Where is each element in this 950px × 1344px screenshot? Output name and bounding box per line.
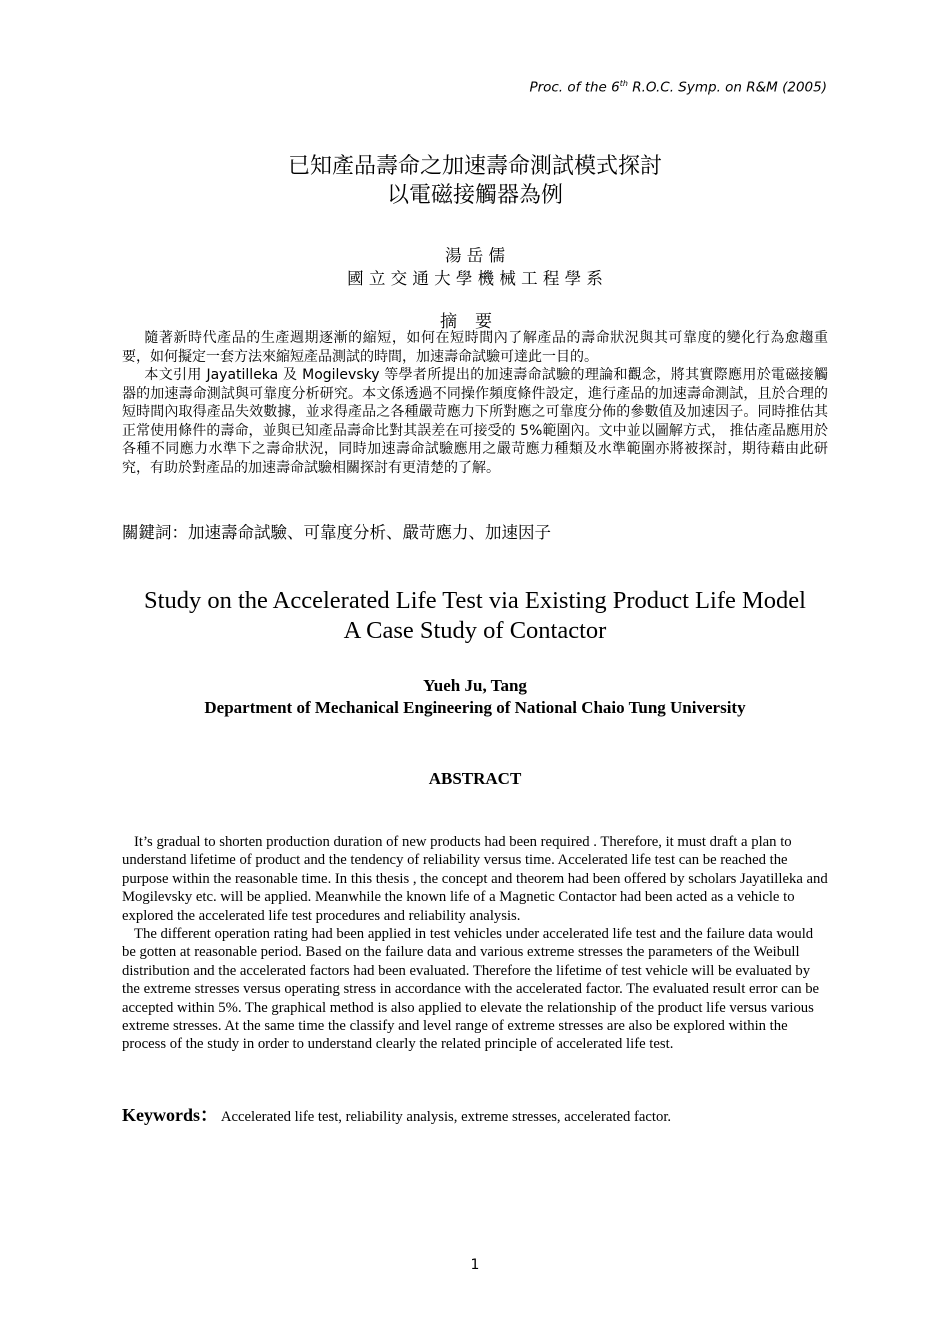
keywords-label: Keywords： <box>122 1105 218 1125</box>
english-abstract-paragraph-2: The different operation rating had been applied in test vehicles under accelerated life test and the failure data would be gotten at reasonable period. Based on the failure data and various extreme stresses the parameters of the Weibull distribution and the accelerated factors had been evaluated. Therefore the lifetime of test vehicle will be evaluated by the extreme stresses versus operating stress in accordance with the accelerated factor. The evaluated result error can be accepted within 5%. The graphical method is also applied to elevate the relationship of the product life versus various extreme stresses. At the same time the classify and level range of extreme stresses are also be explored within the process of the study in order to understand clearly the related principle of accelerated life test. <box>122 926 820 1053</box>
english-title-line-2: A Case Study of Contactor <box>343 617 607 644</box>
chinese-abstract-paragraph-1: 隨著新時代產品的生產週期逐漸的縮短，如何在短時間內了解產品的壽命狀況與其可靠度的變化行為愈趨重要，如何擬定一套方法來縮短產品測試的時間，加速壽命試驗可達此一目的。 <box>122 330 828 365</box>
chinese-abstract-paragraph-2: 本文引用 Jayatilleka 及 Mogilevsky 等學者所提出的加速壽命試驗的理論和觀念，將其實際應用於電磁接觸器的加速壽命測試與可靠度分析研究。本文係透過不同操作頻度條件設定，進行產品的加速壽命測試，且於合理的短時間內取得產品失效數據，並求得產品之各種嚴苛應力下所對應之可靠度分佈的參數值及加速因子。同時推估其正常使用條件的壽命，並與已知產品壽命比對其誤差在可接受的 5%範圍內。文中並以圖解方式， 推估產品應用於各種不同應力水準下之壽命狀況，同時加速壽命試驗應用之嚴苛應力種類及水準範圍亦將被探討，期待藉由此研究，有助於對產品的加速壽命試驗相關探討有更清楚的了解。 <box>122 367 828 476</box>
header-suffix: R.O.C. Symp. on R&M (2005) <box>627 79 827 96</box>
english-keywords <box>122 1101 671 1127</box>
header-superscript: th <box>619 79 628 88</box>
proceedings-header <box>529 79 827 96</box>
chinese-title <box>0 152 950 210</box>
english-title <box>0 586 950 646</box>
english-abstract-paragraph-1: It’s gradual to shorten production duration of new products had been required . Therefore, it must draft a plan to understand lifetime of product and the tendency of reliability versus time. Accelerated life test can be reached the purpose within the reasonable time. In this thesis , the concept and theorem had been offered by scholars Jayatilleka and Mogilevsky etc. will be applied. Meanwhile the known life of a Magnetic Contactor had been acted as a vehicle to explored the accelerated life test procedures and reliability analysis. <box>122 834 828 924</box>
chinese-affiliation: 國 立 交 通 大 學 機 械 工 程 學 系 <box>347 269 603 288</box>
chinese-abstract <box>122 329 828 477</box>
page-number: 1 <box>470 1257 480 1273</box>
chinese-abstract-heading: 摘要 <box>440 312 510 332</box>
english-affiliation: Department of Mechanical Engineering of National Chaio Tung University <box>204 698 746 717</box>
chinese-author: 湯 岳 儒 <box>445 246 505 265</box>
english-title-line-1: Study on the Accelerated Life Test via Existing Product Life Model <box>144 587 806 614</box>
chinese-keywords: 關鍵詞：加速壽命試驗、可靠度分析、嚴苛應力、加速因子 <box>122 523 551 542</box>
english-abstract <box>122 833 828 1054</box>
chinese-title-line-2: 以電磁接觸器為例 <box>386 183 563 208</box>
keywords-text: Accelerated life test, reliability analysis, extreme stresses, accelerated factor. <box>220 1109 672 1125</box>
chinese-title-line-1: 已知產品壽命之加速壽命測試模式探討 <box>287 154 662 179</box>
chinese-author-block <box>0 244 950 290</box>
english-author-block <box>0 675 950 719</box>
english-abstract-heading: ABSTRACT <box>428 769 522 788</box>
english-author: Yueh Ju, Tang <box>423 676 527 695</box>
header-prefix: Proc. of the 6 <box>529 79 620 96</box>
